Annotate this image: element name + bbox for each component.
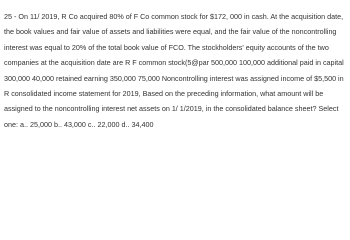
question-line-1: 25 - On 11/ 2019, R Co acquired 80% of F Co common stock for $172, 000 in cash. At the acquisition date, (4, 12, 344, 21)
question-line-2: the book values and fair value of assets and liabilities were equal, and the fair value of the noncontrolling (4, 27, 337, 37)
question-line-5: 300,000 40,000 retained earning 350,000 75,000 Noncontrolling interest was assigned income of $5,500 in (4, 73, 344, 83)
answer-options-line: one: a.. 25,000 b.. 43,000 c.. 22,000 d.. 34,400 (4, 119, 154, 129)
question-line-7: assigned to the noncontrolling interest net assets on 1/ 1/2019, in the consolidated balance sheet? Select (4, 104, 339, 114)
question-line-6: R consolidated income statement for 2019, Based on the preceding information, what amount will be (4, 89, 324, 99)
question-line-4: companies at the acquisition date are R F common stock(5@par 500,000 100,000 additional paid in capital (4, 58, 344, 68)
question-line-3: interest was equal to 20% of the total book value of FCO. The stockholders' equity accounts of the two (4, 42, 329, 52)
